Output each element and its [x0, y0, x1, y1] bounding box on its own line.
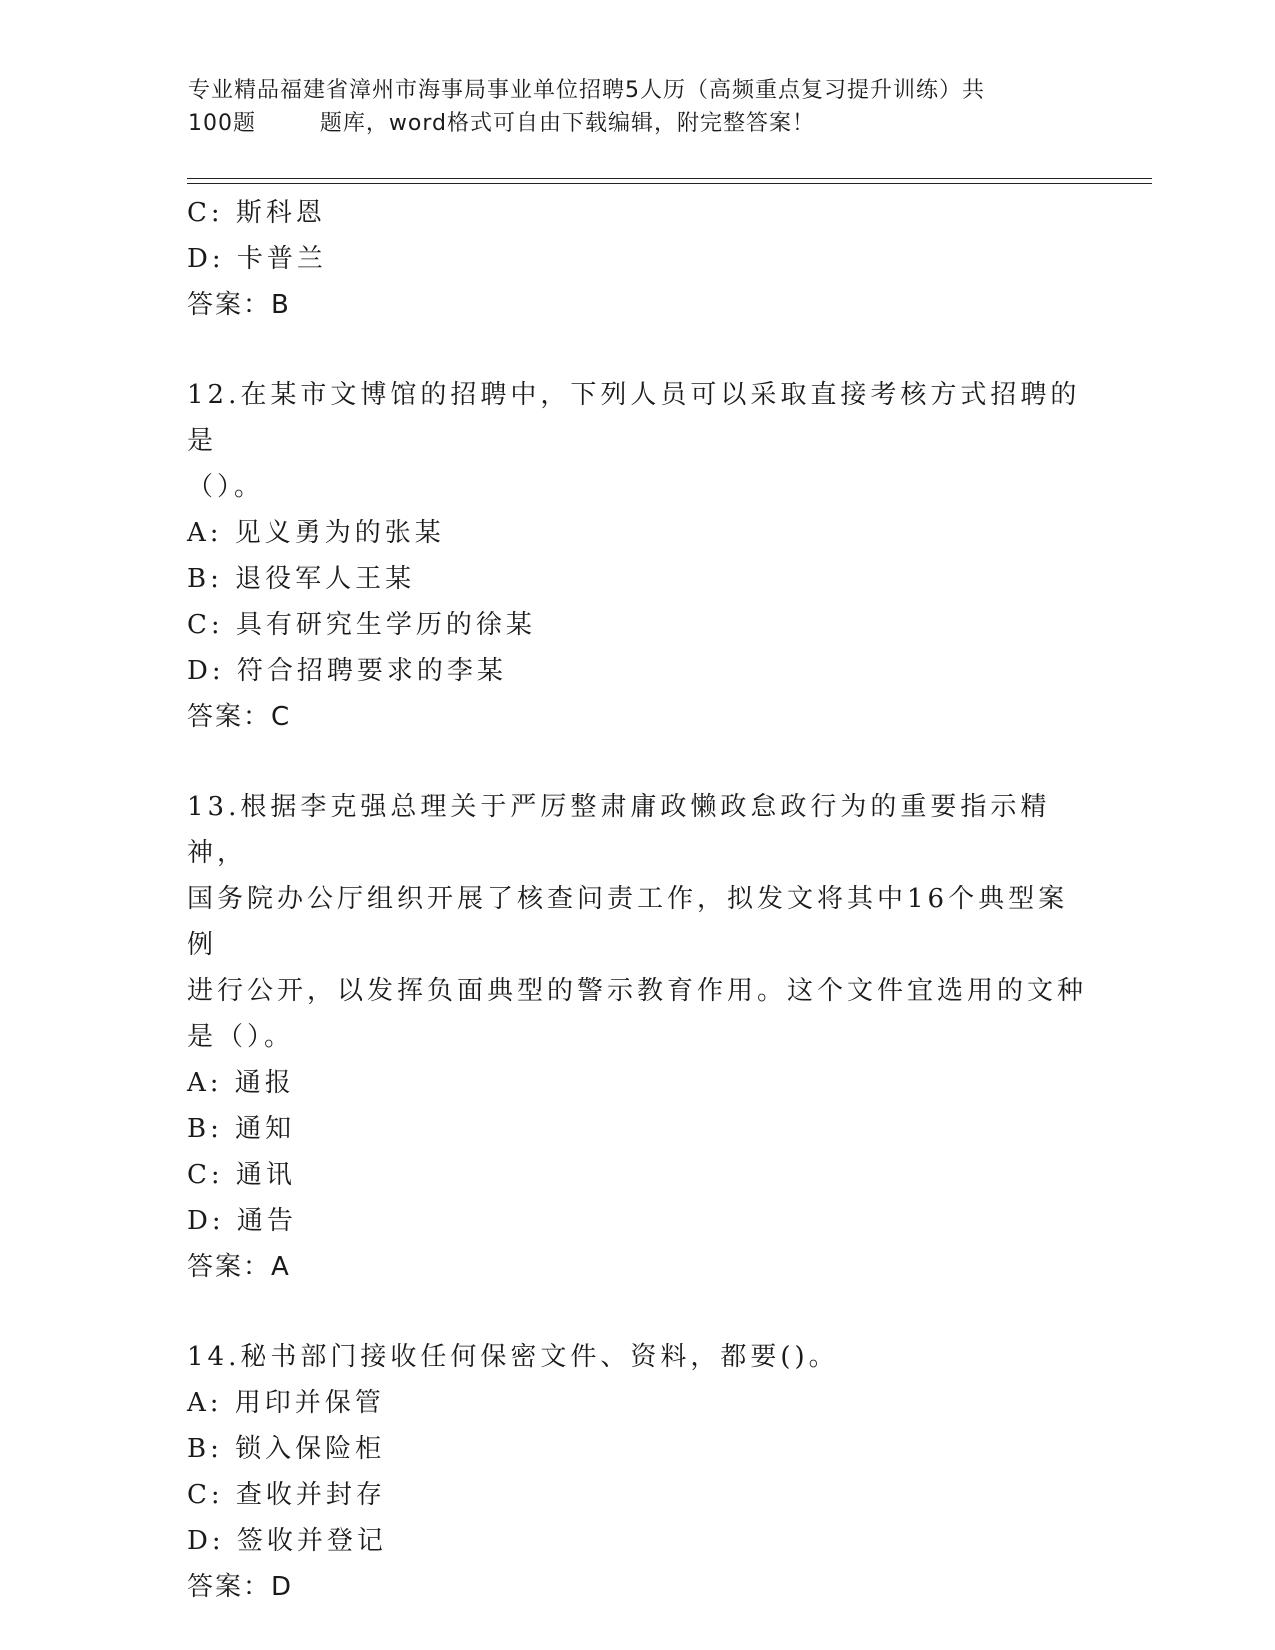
page-header: [188, 74, 1088, 140]
answer-line: 答案：A: [187, 1252, 291, 1282]
option-a: A: 通报: [187, 1068, 295, 1098]
prev-question: [187, 190, 1087, 328]
option-d: D: 符合招聘要求的李某: [187, 656, 507, 686]
answer-line: 答案：C: [187, 702, 292, 732]
question-12: [187, 372, 1087, 740]
question-text-line: 14.秘书部门接收任何保密文件、资料，都要()。: [187, 1342, 839, 1372]
question-text-line: 进行公开，以发挥负面典型的警示教育作用。这个文件宜选用的文种: [187, 976, 1088, 1006]
spacer: [187, 740, 1087, 784]
option-d: D: 通告: [187, 1206, 297, 1236]
option-b: B: 锁入保险柜: [187, 1434, 386, 1464]
question-text-line: （）。: [187, 472, 265, 502]
option-c: C: 具有研究生学历的徐某: [187, 610, 536, 640]
question-13: [187, 784, 1087, 1290]
question-text-line: 13.根据李克强总理关于严厉整肃庸政懒政怠政行为的重要指示精神，: [187, 792, 1051, 868]
question-text-line: 国务院办公厅组织开展了核查问责工作，拟发文将其中16个典型案例: [187, 884, 1069, 960]
spacer: [187, 1290, 1087, 1334]
header-divider-top: [187, 178, 1152, 179]
option-d: D: 签收并登记: [187, 1526, 387, 1556]
question-text-line: 12.在某市文博馆的招聘中，下列人员可以采取直接考核方式招聘的是: [187, 380, 1081, 456]
option-c: C: 查收并封存: [187, 1480, 386, 1510]
option-c: C: 斯科恩: [187, 198, 326, 228]
option-b: B: 通知: [187, 1114, 296, 1144]
option-b: B: 退役军人王某: [187, 564, 416, 594]
question-14: [187, 1334, 1087, 1610]
header-divider-bottom: [187, 183, 1152, 184]
answer-line: 答案：D: [187, 1572, 294, 1602]
option-c: C: 通讯: [187, 1160, 296, 1190]
question-list: [187, 190, 1087, 1610]
option-a: A: 见义勇为的张某: [187, 518, 445, 548]
header-title-line-1: 专业精品福建省漳州市海事局事业单位招聘5人历（高频重点复习提升训练）共: [188, 78, 985, 103]
option-a: A: 用印并保管: [187, 1388, 385, 1418]
option-d: D: 卡普兰: [187, 244, 327, 274]
header-title-line-2: 100题 题库，word格式可自由下载编辑，附完整答案！: [188, 111, 816, 136]
question-text-line: 是（）。: [187, 1022, 295, 1052]
spacer: [187, 328, 1087, 372]
answer-line: 答案：B: [187, 290, 291, 320]
